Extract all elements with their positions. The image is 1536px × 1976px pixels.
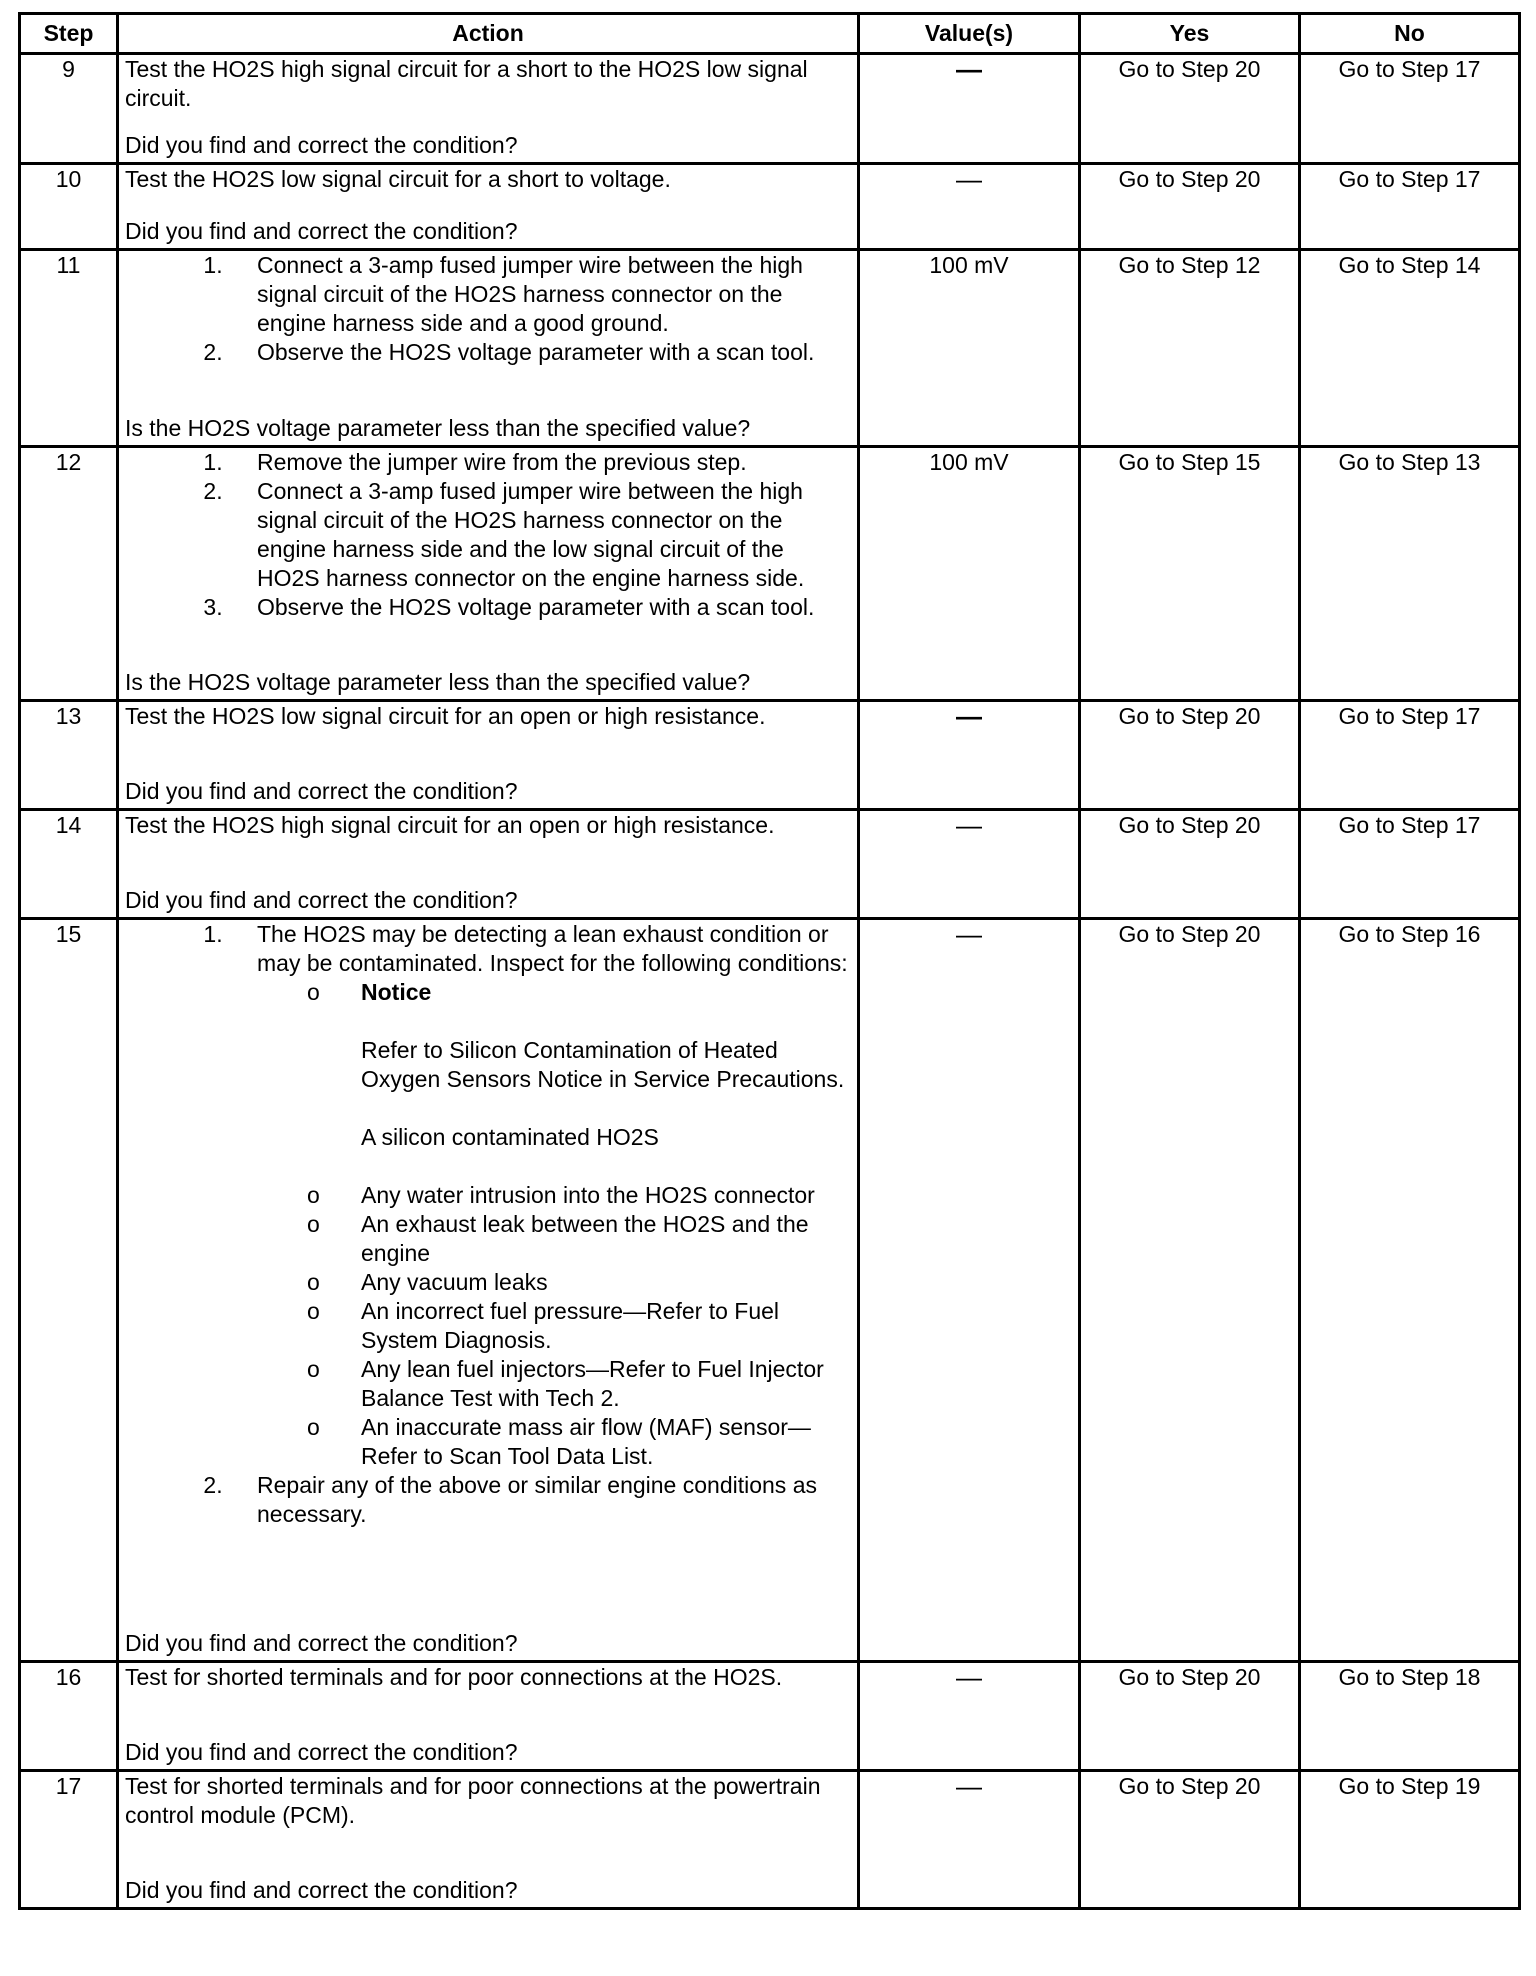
value-cell — [859, 1662, 1080, 1771]
value-text: — — [956, 1662, 982, 1692]
value-text: — — [956, 54, 982, 84]
list-item-text: Any lean fuel injectors—Refer to Fuel Injector Balance Test with Tech 2. — [361, 1356, 824, 1411]
list-item — [257, 1268, 851, 1297]
list-item-text: Any vacuum leaks — [361, 1269, 548, 1295]
action-text: Test for shorted terminals and for poor connections at the powertrain control module (PCM). — [125, 1773, 821, 1828]
no-link[interactable]: Go to Step 17 — [1300, 701, 1520, 810]
value-cell — [859, 919, 1080, 1662]
list-item-text: An exhaust leak between the HO2S and the engine — [361, 1211, 809, 1266]
yes-link[interactable]: Go to Step 20 — [1080, 919, 1300, 1662]
table-row — [20, 1662, 1520, 1771]
action-text: Test for shorted terminals and for poor connections at the HO2S. — [125, 1664, 783, 1690]
action-question: Did you find and correct the condition? — [125, 778, 518, 804]
action-cell — [118, 447, 859, 701]
value-cell — [859, 250, 1080, 447]
action-cell — [118, 250, 859, 447]
yes-link[interactable]: Go to Step 20 — [1080, 810, 1300, 919]
list-item-text: An inaccurate mass air flow (MAF) sensor—Refer to Scan Tool Data List. — [361, 1414, 811, 1469]
notice-item — [257, 978, 851, 1181]
list-item-text: Any water intrusion into the HO2S connector — [361, 1182, 815, 1208]
list-item — [229, 920, 851, 1471]
value-cell — [859, 1771, 1080, 1909]
action-cell — [118, 701, 859, 810]
step-number: 15 — [20, 919, 118, 1662]
step-number: 11 — [20, 250, 118, 447]
value-cell — [859, 164, 1080, 250]
notice-title: Notice — [361, 979, 432, 1005]
value-cell — [859, 701, 1080, 810]
value-cell — [859, 447, 1080, 701]
list-item: 1. Connect a 3-amp fused jumper wire between the high signal circuit of the HO2S harness connector on the engine harness side and a good ground. — [229, 251, 851, 338]
no-link[interactable]: Go to Step 17 — [1300, 810, 1520, 919]
action-cell — [118, 1771, 859, 1909]
bullet-icon: o — [307, 1356, 320, 1382]
value-text: — — [956, 919, 982, 949]
action-question: Did you find and correct the condition? — [125, 887, 518, 913]
step-number: 9 — [20, 54, 118, 164]
step-number: 17 — [20, 1771, 118, 1909]
value-cell — [859, 54, 1080, 164]
table-header-row — [20, 14, 1520, 54]
yes-link[interactable]: Go to Step 20 — [1080, 701, 1300, 810]
no-link[interactable]: Go to Step 16 — [1300, 919, 1520, 1662]
action-cell — [118, 1662, 859, 1771]
diagnostic-table — [18, 12, 1521, 1910]
action-cell — [118, 810, 859, 919]
list-item: 2. Connect a 3-amp fused jumper wire between the high signal circuit of the HO2S harness connector on the engine harness side and the low signal circuit of the HO2S harness connector on the engine harness side. — [229, 477, 851, 593]
value-cell — [859, 810, 1080, 919]
table-row — [20, 701, 1520, 810]
notice-text: Refer to Silicon Contamination of Heated Oxygen Sensors Notice in Service Precautions. — [361, 1037, 845, 1092]
value-text: 100 mV — [929, 449, 1009, 475]
action-cell — [118, 54, 859, 164]
action-text: Test the HO2S high signal circuit for a short to the HO2S low signal circuit. — [125, 56, 808, 111]
list-item — [257, 1181, 851, 1210]
yes-link[interactable]: Go to Step 20 — [1080, 1771, 1300, 1909]
yes-link[interactable]: Go to Step 20 — [1080, 54, 1300, 164]
header-step: Step — [20, 14, 118, 54]
action-steps-list — [125, 920, 851, 1529]
header-values: Value(s) — [859, 14, 1080, 54]
action-question: Did you find and correct the condition? — [125, 1739, 518, 1765]
action-text: Test the HO2S low signal circuit for an open or high resistance. — [125, 703, 766, 729]
action-question: Did you find and correct the condition? — [125, 132, 518, 158]
step-number: 10 — [20, 164, 118, 250]
header-yes: Yes — [1080, 14, 1300, 54]
value-text: — — [956, 810, 982, 840]
yes-link[interactable]: Go to Step 15 — [1080, 447, 1300, 701]
no-link[interactable]: Go to Step 18 — [1300, 1662, 1520, 1771]
table-row — [20, 447, 1520, 701]
no-link[interactable]: Go to Step 19 — [1300, 1771, 1520, 1909]
yes-link[interactable]: Go to Step 12 — [1080, 250, 1300, 447]
header-no: No — [1300, 14, 1520, 54]
list-item: 2. Observe the HO2S voltage parameter with a scan tool. — [229, 338, 851, 367]
action-question: Is the HO2S voltage parameter less than the specified value? — [125, 415, 751, 441]
bullet-icon: o — [307, 1182, 320, 1208]
step-number: 13 — [20, 701, 118, 810]
action-text: Test the HO2S low signal circuit for a short to voltage. — [125, 166, 671, 192]
list-item — [257, 1413, 851, 1471]
list-item: 2. Repair any of the above or similar engine conditions as necessary. — [229, 1471, 851, 1529]
table-row — [20, 164, 1520, 250]
action-cell — [118, 164, 859, 250]
table-row — [20, 250, 1520, 447]
action-text: Test the HO2S high signal circuit for an open or high resistance. — [125, 812, 775, 838]
list-item — [257, 1210, 851, 1268]
no-link[interactable]: Go to Step 14 — [1300, 250, 1520, 447]
table-row — [20, 54, 1520, 164]
list-item — [257, 1297, 851, 1355]
header-action: Action — [118, 14, 859, 54]
yes-link[interactable]: Go to Step 20 — [1080, 164, 1300, 250]
list-item: 3. Observe the HO2S voltage parameter with a scan tool. — [229, 593, 851, 622]
value-text: 100 mV — [929, 252, 1009, 278]
action-steps-list — [125, 251, 851, 367]
action-question: Is the HO2S voltage parameter less than the specified value? — [125, 669, 751, 695]
action-steps-list — [125, 448, 851, 622]
bullet-icon: o — [307, 1298, 320, 1324]
table-row — [20, 810, 1520, 919]
bullet-icon: o — [307, 1211, 320, 1237]
no-link[interactable]: Go to Step 17 — [1300, 164, 1520, 250]
condition-list — [257, 978, 851, 1471]
table-row — [20, 1771, 1520, 1909]
yes-link[interactable]: Go to Step 20 — [1080, 1662, 1300, 1771]
no-link[interactable]: Go to Step 17 — [1300, 54, 1520, 164]
step-number: 16 — [20, 1662, 118, 1771]
step-number: 12 — [20, 447, 118, 701]
bullet-icon: o — [307, 1414, 320, 1440]
action-question: Did you find and correct the condition? — [125, 1877, 518, 1903]
step-number: 14 — [20, 810, 118, 919]
action-cell — [118, 919, 859, 1662]
list-item-text: An incorrect fuel pressure—Refer to Fuel System Diagnosis. — [361, 1298, 780, 1353]
action-question: Did you find and correct the condition? — [125, 1630, 518, 1656]
value-text: — — [956, 1771, 982, 1801]
action-question: Did you find and correct the condition? — [125, 218, 518, 244]
list-item — [257, 1355, 851, 1413]
value-text: — — [956, 164, 982, 194]
notice-after: A silicon contaminated HO2S — [361, 1124, 659, 1150]
bullet-icon: o — [307, 1269, 320, 1295]
table-row — [20, 919, 1520, 1662]
bullet-icon: o — [307, 979, 320, 1005]
value-text: — — [956, 701, 982, 731]
list-item-text: The HO2S may be detecting a lean exhaust condition or may be contaminated. Inspect for the following conditions: — [257, 921, 848, 976]
list-item: 1. Remove the jumper wire from the previous step. — [229, 448, 851, 477]
no-link[interactable]: Go to Step 13 — [1300, 447, 1520, 701]
